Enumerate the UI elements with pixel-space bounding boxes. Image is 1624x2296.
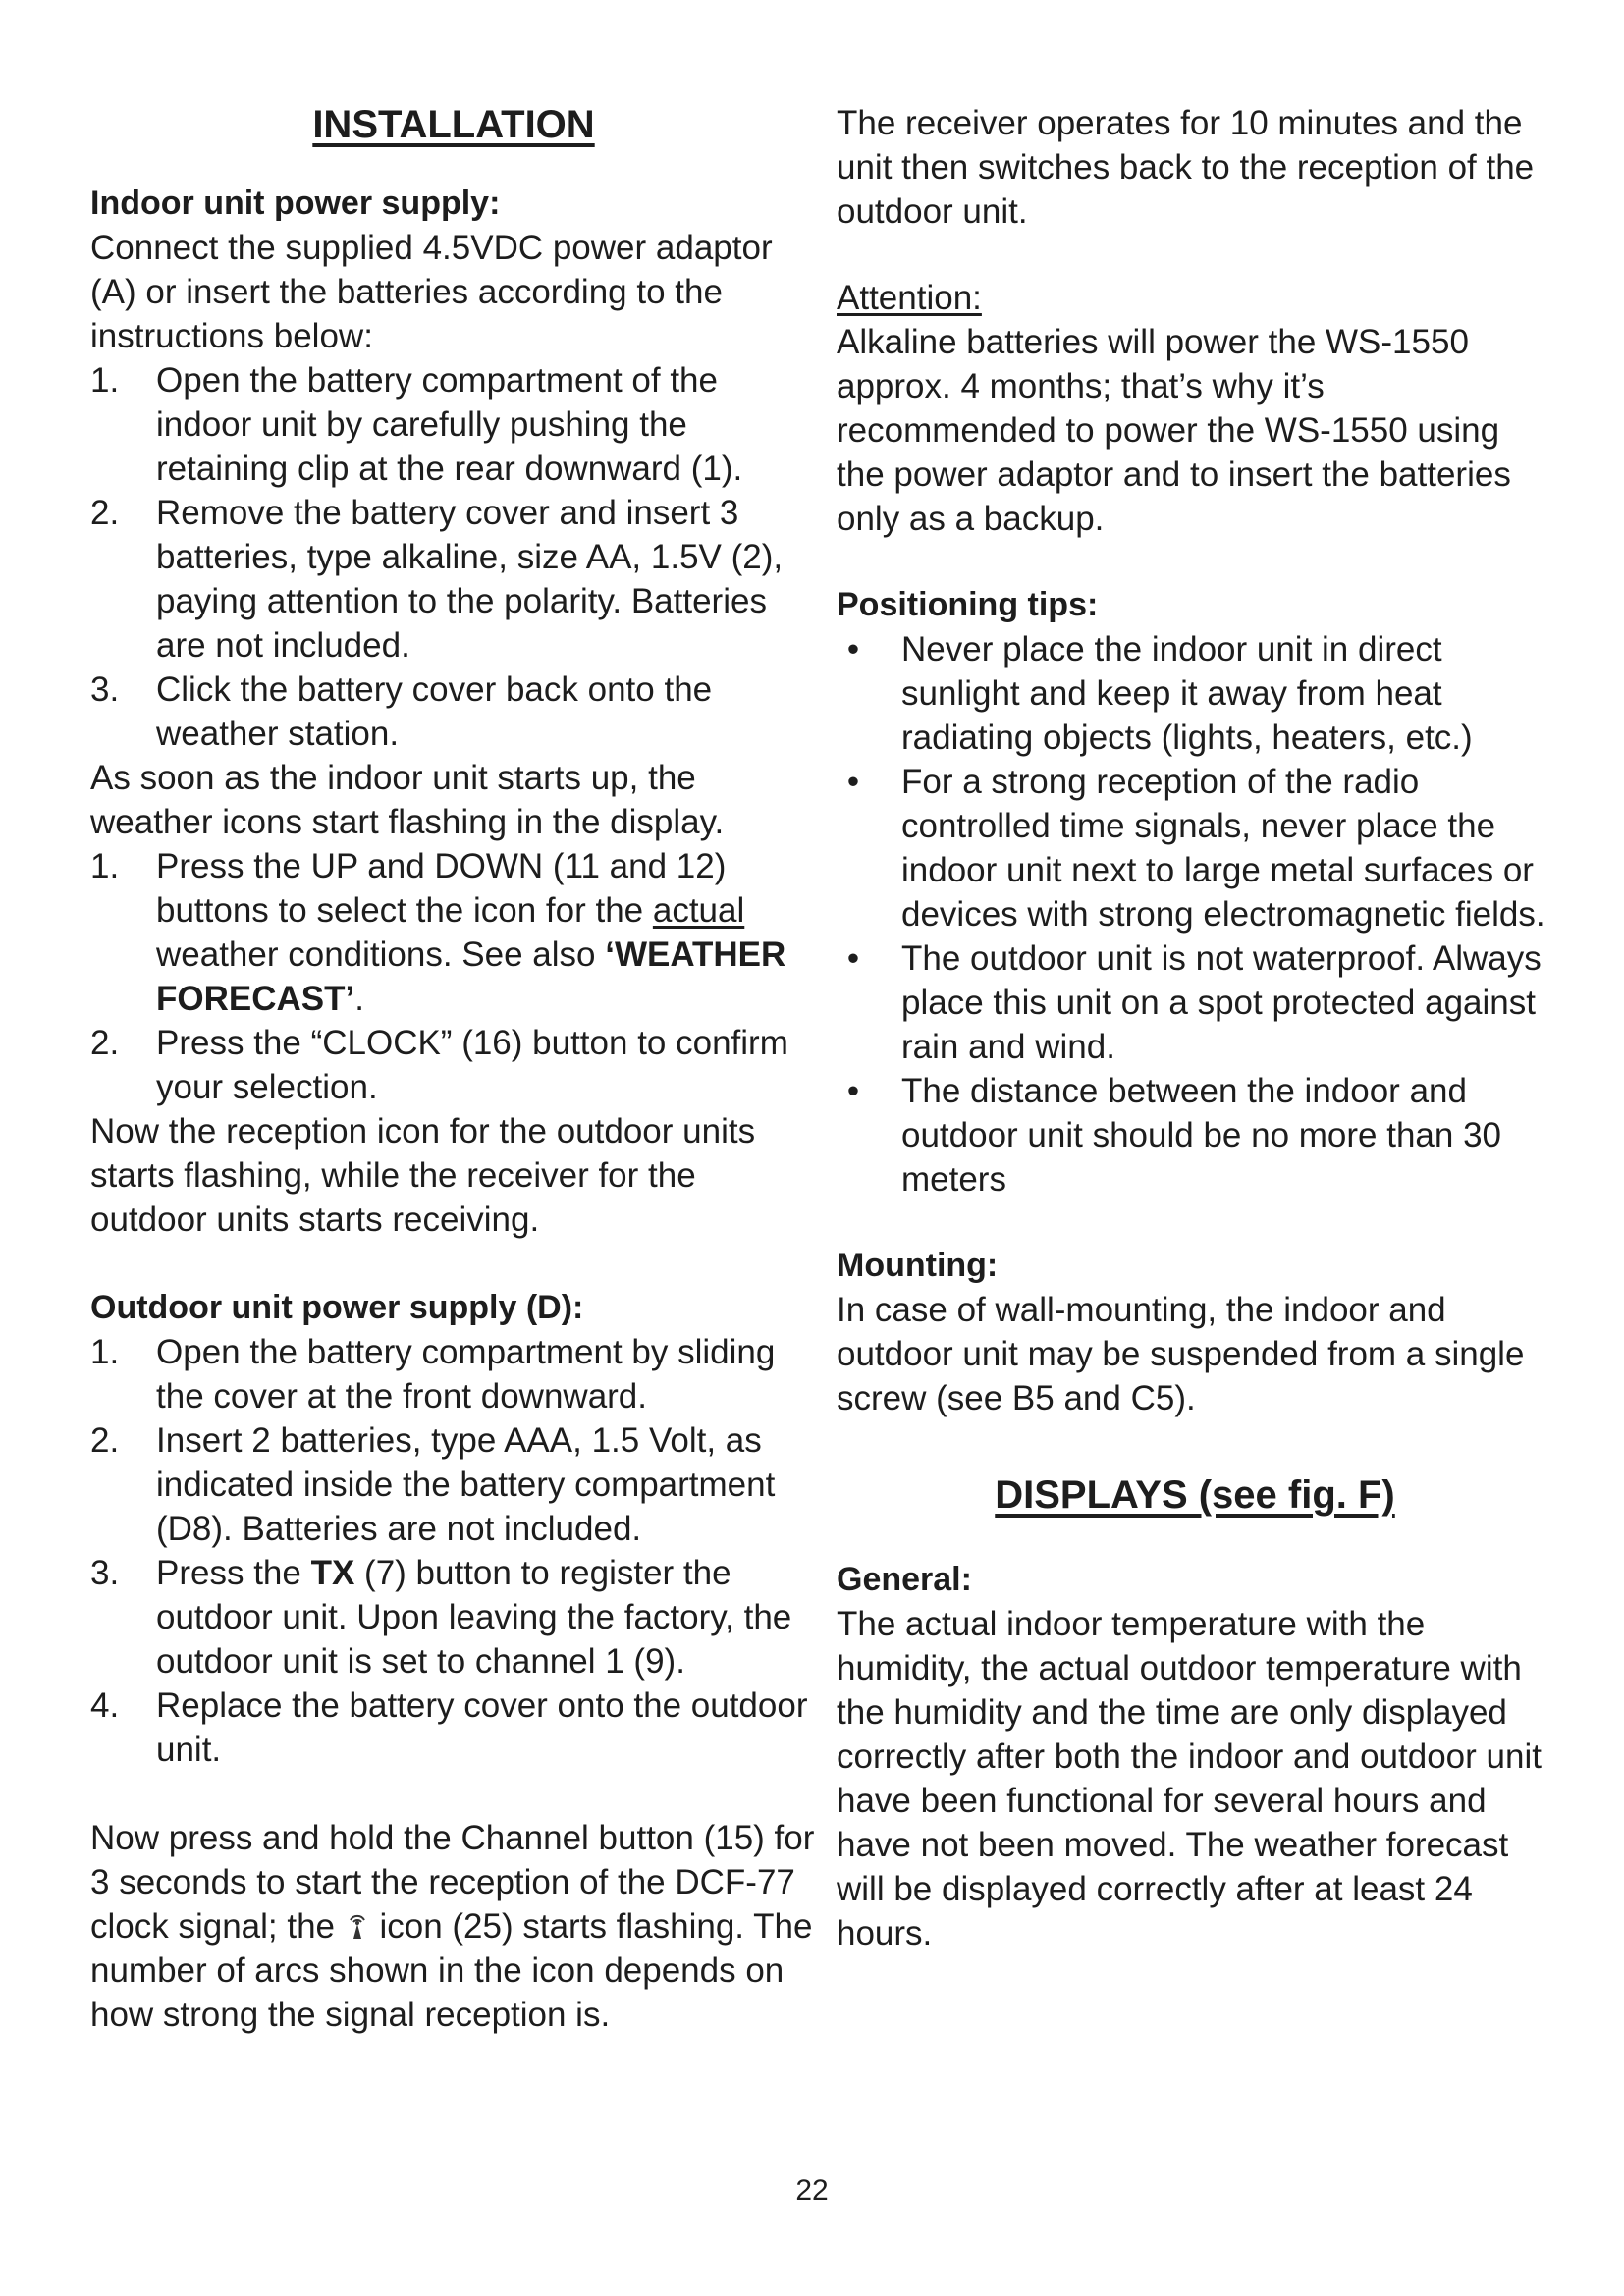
list-item: 2. Remove the battery cover and insert 3 batteries, type alkaline, size AA, 1.5V (2), paying attention to the polarity. Batteries are not included. (90, 494, 784, 665)
indoor-steps-list (90, 358, 817, 756)
attention-text: Alkaline batteries will power the WS-1550 approx. 4 months; that’s why it’s recommended to power the WS-1550 using the power adaptor and to insert the batteries only as a backup. (837, 323, 1511, 538)
indoor-power-heading: Indoor unit power supply: (90, 185, 501, 222)
list-item: • Never place the indoor unit in direct sunlight and keep it away from heat radiating objects (lights, heaters, etc.) (846, 630, 1473, 757)
list-item: 1. Open the battery compartment by sliding the cover at the front downward. (90, 1333, 776, 1415)
indoor-intro: Connect the supplied 4.5VDC power adaptor (A) or insert the batteries according to the instructions below: (90, 229, 773, 355)
displays-title: DISPLAYS (see fig. F) (995, 1473, 1395, 1517)
list-item: • The distance between the indoor and outdoor unit should be no more than 30 meters (846, 1072, 1501, 1199)
mounting-heading: Mounting: (837, 1247, 999, 1284)
radio-tower-icon (345, 1910, 370, 1940)
positioning-heading: Positioning tips: (837, 586, 1099, 623)
list-item: • The outdoor unit is not waterproof. Always place this unit on a spot protected against rain and wind. (846, 939, 1542, 1066)
general-heading: General: (837, 1561, 972, 1598)
installation-title: INSTALLATION (312, 103, 595, 146)
outdoor-steps-list (90, 1330, 817, 1772)
weather-icon-steps-list (90, 844, 817, 1109)
page-number: 22 (795, 2174, 829, 2207)
attention-label: Attention: (837, 279, 982, 317)
outdoor-power-heading: Outdoor unit power supply (D): (90, 1289, 584, 1326)
list-item: 4. Replace the battery cover onto the outdoor unit. (90, 1686, 808, 1769)
list-item: 3. Press the TX (7) button to register the outdoor unit. Upon leaving the factory, the outdoor unit is set to channel 1 (9). (90, 1554, 792, 1681)
mounting-text: In case of wall-mounting, the indoor and outdoor unit may be suspended from a single screw (see B5 and C5). (837, 1291, 1525, 1417)
reception-note: Now the reception icon for the outdoor units starts flashing, while the receiver for the outdoor units starts receiving. (90, 1112, 756, 1239)
list-item: • For a strong reception of the radio controlled time signals, never place the indoor unit next to large metal surfaces or devices with strong electromagnetic fields. (846, 763, 1545, 934)
left-column (90, 101, 817, 2037)
list-item: 1. Open the battery compartment of the indoor unit by carefully pushing the retaining clip at the rear downward (1). (90, 361, 743, 488)
channel-button-note: Now press and hold the Channel button (15) for 3 seconds to start the reception of the DCF-77 clock signal; the icon (25) starts flashing. The number of arcs shown in the icon depends on how strong the signal reception is. (90, 1819, 815, 2034)
list-item: 2. Press the “CLOCK” (16) button to confirm your selection. (90, 1024, 788, 1106)
receiver-note: The receiver operates for 10 minutes and the unit then switches back to the reception of the outdoor unit. (837, 104, 1535, 231)
list-item: 3. Click the battery cover back onto the weather station. (90, 670, 713, 753)
startup-note: As soon as the indoor unit starts up, the weather icons start flashing in the display. (90, 759, 725, 841)
right-column (837, 101, 1553, 1955)
general-text: The actual indoor temperature with the humidity, the actual outdoor temperature with the humidity and the time are only displayed correctly after both the indoor and outdoor unit have been functional for several hours and have not been moved. The weather forecast will be displayed correctly after at least 24 hours. (837, 1605, 1542, 1952)
list-item: 1. Press the UP and DOWN (11 and 12) buttons to select the icon for the actual weather conditions. See also ‘WEATHER FORECAST’. (90, 847, 786, 1018)
positioning-tips-list (837, 627, 1553, 1201)
list-item: 2. Insert 2 batteries, type AAA, 1.5 Volt, as indicated inside the battery compartment (D8). Batteries are not included. (90, 1421, 776, 1548)
